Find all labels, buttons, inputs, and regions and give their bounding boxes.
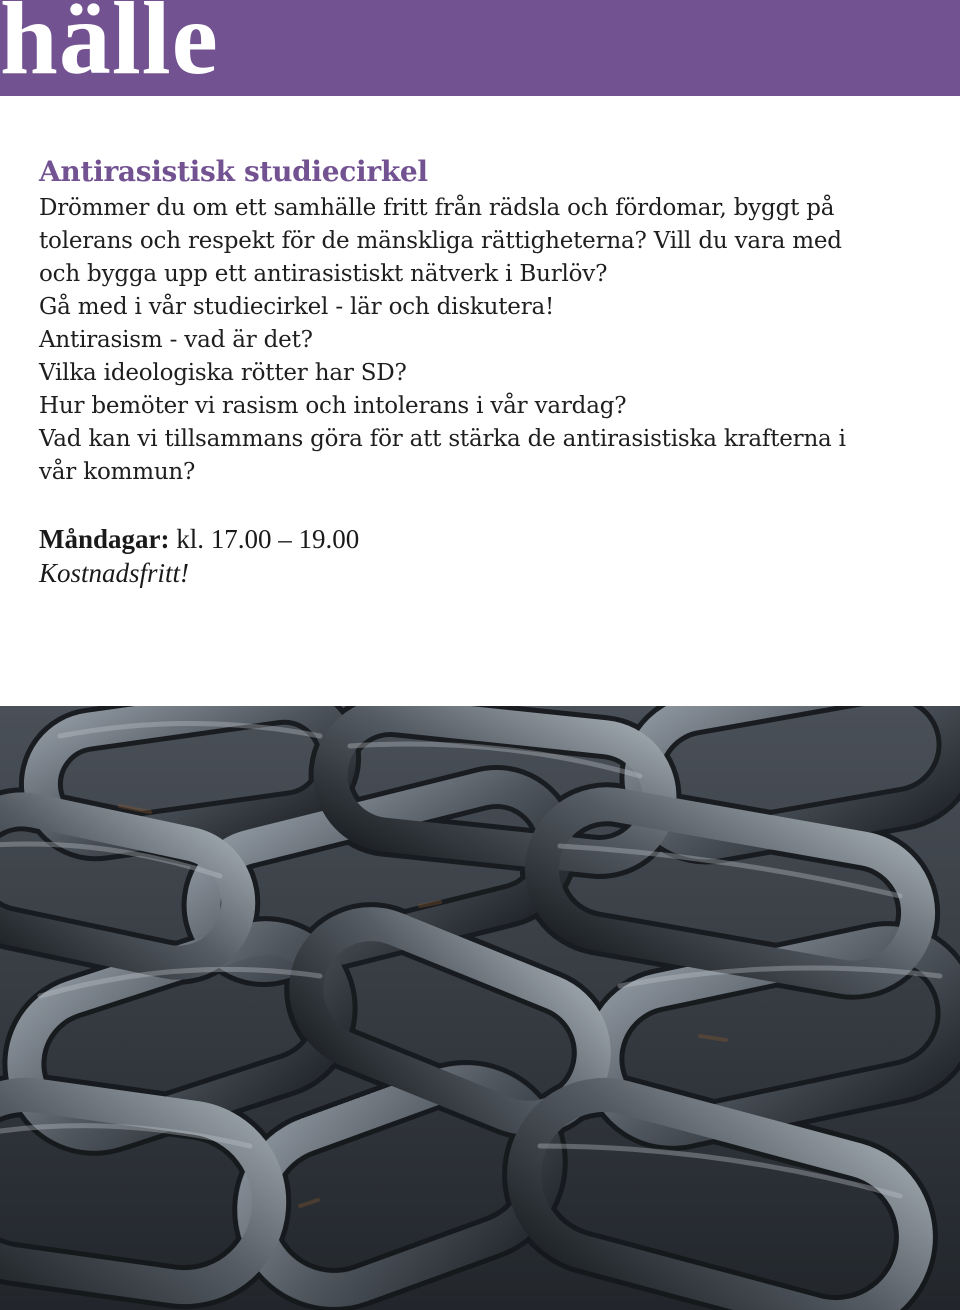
article <box>39 152 919 590</box>
chains-photo <box>0 706 960 1310</box>
schedule-label: Måndagar: <box>39 524 170 554</box>
intro-line: Vilka ideologiska rötter har SD? <box>39 360 407 386</box>
chains-illustration <box>0 706 960 1310</box>
intro-line: och bygga upp ett antirasistiskt nätverk i Burlöv? <box>39 261 608 287</box>
schedule-time: kl. 17.00 – 19.00 <box>176 524 360 554</box>
article-heading: Antirasistisk studiecirkel <box>39 155 428 188</box>
banner-word: hälle <box>0 0 219 96</box>
schedule <box>39 522 919 556</box>
intro-line: vår kommun? <box>39 459 196 485</box>
intro-line: Vad kan vi tillsammans göra för att stärka de antirasistiska krafterna i <box>39 426 846 452</box>
cost-note: Kostnadsfritt! <box>39 558 190 588</box>
intro-line: Antirasism - vad är det? <box>39 327 313 353</box>
intro-line: tolerans och respekt för de mänskliga rättigheterna? Vill du vara med <box>39 228 842 254</box>
article-intro <box>39 192 919 489</box>
intro-line: Hur bemöter vi rasism och intolerans i vår vardag? <box>39 393 627 419</box>
intro-line: Drömmer du om ett samhälle fritt från rädsla och fördomar, byggt på <box>39 195 835 221</box>
header-banner <box>0 0 960 96</box>
intro-line: Gå med i vår studiecirkel - lär och diskutera! <box>39 294 555 320</box>
